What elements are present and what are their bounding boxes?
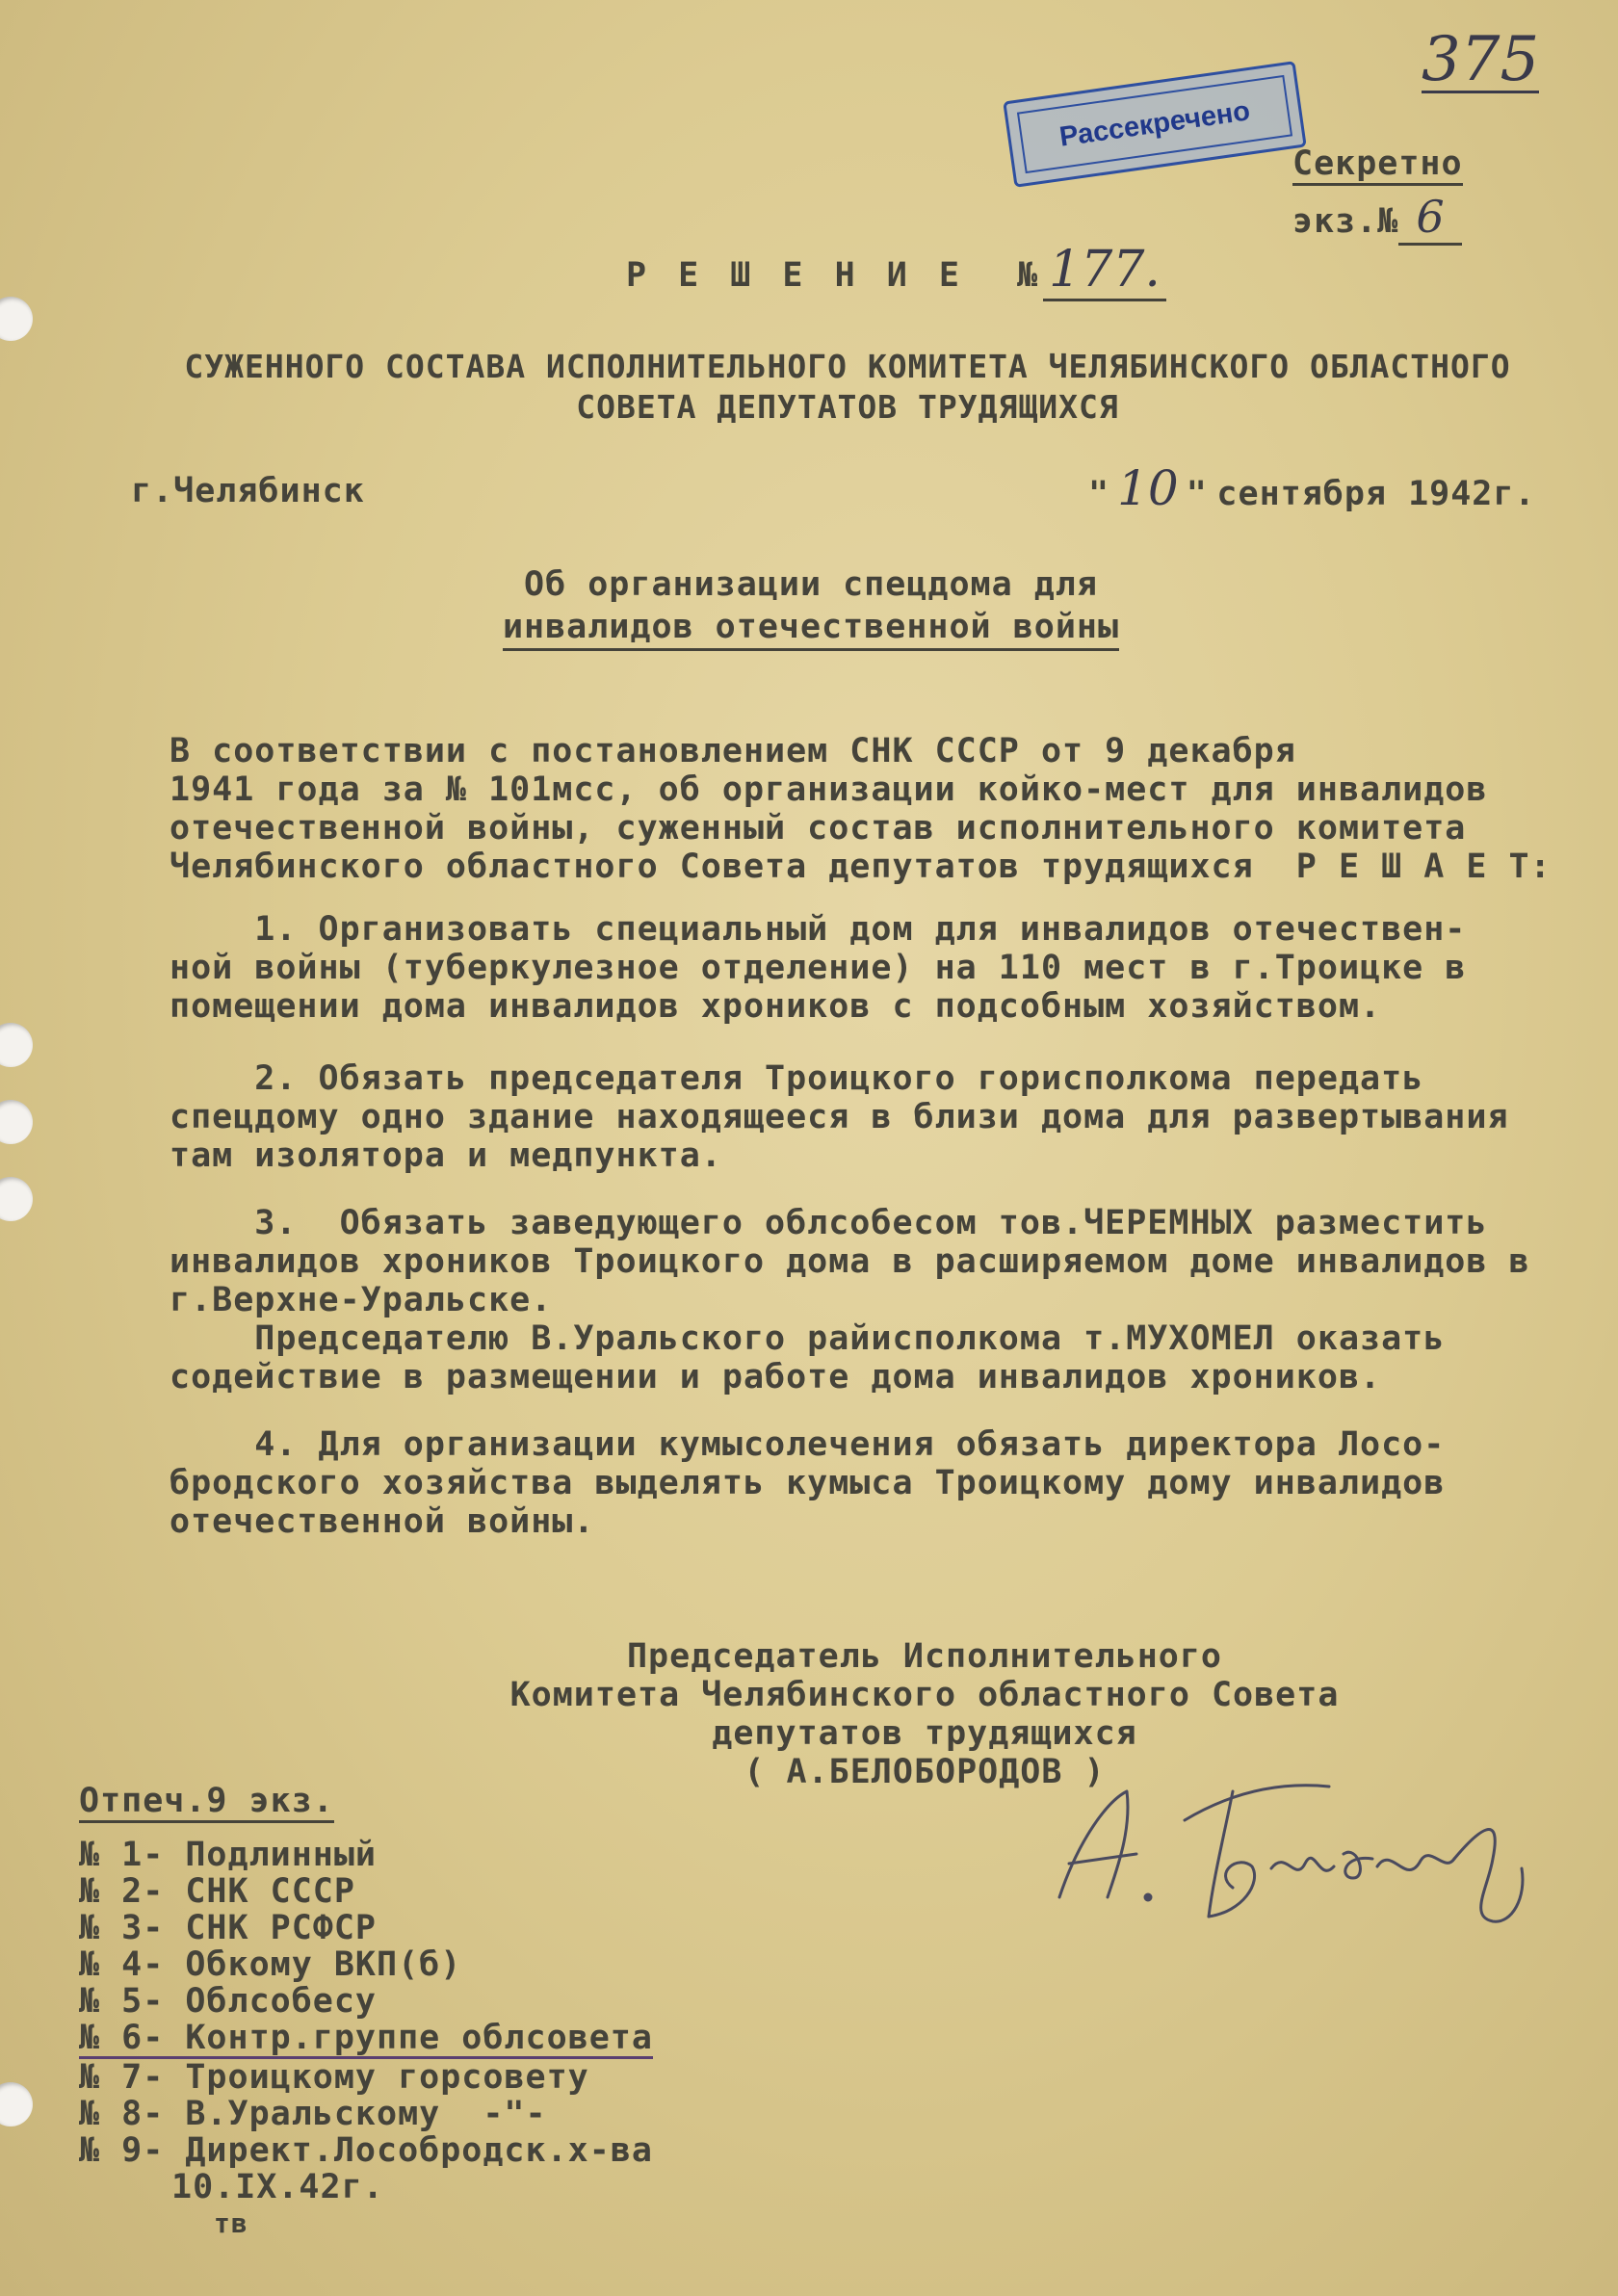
item-3 [170,1204,1537,1396]
item-line: инвалидов хроников Троицкого дома в расширяемом доме инвалидов в [170,1242,1530,1281]
item-line: бродского хозяйства выделять кумыса Троицкому дому инвалидов [170,1464,1446,1502]
distribution-entry: № 3- СНК РСФСР [79,1909,378,1947]
copy-label: экз.№ [1292,202,1399,241]
item-line: 2. Обязать председателя Троицкого горисполкома передать [170,1059,1424,1098]
punch-hole [0,297,33,341]
distribution-entry: № 1- Подлинный [79,1836,378,1874]
decision-number: 177. [1043,241,1166,301]
item-line: помещении дома инвалидов хроников с подсобным хозяйством. [170,987,1382,1026]
distribution-entry: № 9- Директ.Лособродск.х-ва [79,2131,653,2170]
item-line: г.Верхне-Уральске. [170,1281,553,1319]
place: г.Челябинск [131,472,365,510]
distribution-date: 10.IX.42г. [171,2168,384,2206]
item-2 [170,1059,1537,1175]
issuer-line: СОВЕТА ДЕПУТАТОВ ТРУДЯЩИХСЯ [576,388,1119,426]
punch-hole [0,1023,33,1067]
punch-hole [0,1177,33,1221]
classification-label: Секретно [1292,144,1463,186]
distribution-entry: № 4- Обкому ВКП(б) [79,1945,462,1984]
document-title [626,241,1166,299]
item-line: содействие в размещении и работе дома инвалидов хроников. [170,1358,1382,1396]
item-line: 3. Обязать заведующего облсобесом тов.ЧЕРЕМНЫХ разместить [170,1204,1488,1242]
subject-line: Об организации спецдома для [524,565,1098,604]
item-1 [170,910,1537,1026]
handwritten-signature [1040,1753,1541,1945]
item-4 [170,1425,1537,1541]
item-line: Председателю В.Уральского райисполкома т.МУХОМЕЛ оказать [170,1319,1446,1358]
date-open-quote: " [1088,475,1110,513]
signature-line: депутатов трудящихся [712,1714,1137,1753]
subject-line: инвалидов отечественной войны [503,606,1119,651]
date-rest: сентября 1942г. [1216,475,1536,513]
item-line: 4. Для организации кумысолечения обязать директора Лосо- [170,1425,1446,1464]
distribution-header: Отпеч.9 экз. [79,1782,334,1823]
declassified-stamp [1003,61,1307,188]
item-line: спецдому одно здание находящееся в близи дома для развертывания [170,1098,1509,1136]
distribution-entry: № 5- Облсобесу [79,1982,378,2021]
copy-number-line [1292,191,1462,243]
distribution-entry: № 6- Контр.группе облсовета [79,2019,653,2057]
intro-line: Челябинского областного Совета депутатов трудящихся Р Е Ш А Е Т: [170,848,1552,886]
distribution-list [79,1782,653,2242]
distribution-entry: № 7- Троицкому горсовету [79,2058,589,2097]
punch-hole [0,1100,33,1144]
intro-line: В соответствии с постановлением СНК СССР от 9 декабря [170,732,1296,770]
date-day: 10 [1117,460,1179,516]
intro-line: отечественной войны, суженный состав исполнительного комитета [170,809,1467,848]
item-line: ной войны (туберкулезное отделение) на 110 мест в г.Троицке в [170,949,1467,987]
date-close-quote: " [1186,475,1208,513]
item-line: отечественной войны. [170,1502,595,1541]
intro-line: 1941 года за № 101мсс, об организации койко-мест для инвалидов [170,770,1488,809]
archive-number: 375 [1422,24,1540,95]
issuer-block [125,347,1570,428]
distribution-entry: № 8- В.Уральскому -"- [79,2095,547,2133]
item-line: там изолятора и медпункта. [170,1136,722,1175]
title-word: Р Е Ш Е Н И Е № [626,256,1044,295]
signature-line: ( А.БЕЛОБОРОДОВ ) [744,1753,1106,1791]
declassified-stamp-text: Рассекречено [1017,75,1292,173]
subject-block [483,563,1138,651]
issuer-line: СУЖЕННОГО СОСТАВА ИСПОЛНИТЕЛЬНОГО КОМИТЕТА ЧЕЛЯБИНСКОГО ОБЛАСТНОГО [184,348,1511,385]
typist-initials: тв [214,2207,248,2239]
signature-line: Председатель Исполнительного [626,1637,1222,1676]
date-line [1088,460,1536,516]
distribution-entry: № 2- СНК СССР [79,1872,355,1911]
punch-hole [0,2082,33,2126]
signature-line: Комитета Челябинского областного Совета [509,1676,1340,1714]
item-line: 1. Организовать специальный дом для инвалидов отечествен- [170,910,1467,949]
intro-paragraph [170,732,1552,886]
copy-number: 6 [1398,191,1461,246]
